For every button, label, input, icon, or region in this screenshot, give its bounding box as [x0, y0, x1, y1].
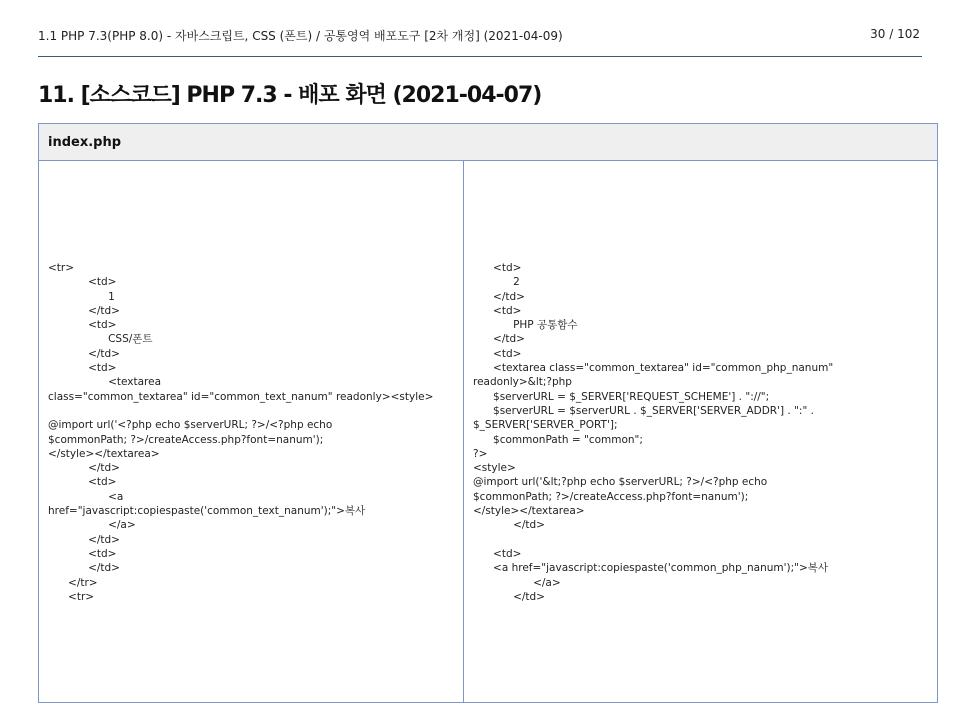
file-name: index.php: [39, 124, 937, 161]
code-column-left: [39, 161, 464, 702]
code-block-left: <tr> <td> 1 </td> <td> CSS/폰트 </td> <td> <textarea class="common_textarea" id="common_text_nanum" readonly><style> @import url('<?php echo $serverURL; ?>/<?php echo $commonPath; ?>/createAccess.php?font=nanum'); </style></textarea> </td> <td> <a href="javascript:copiespaste('common_text_nanum');">복사 </a> </td> <td> </td> </tr> <tr>: [48, 262, 434, 603]
page-number: 30 / 102: [870, 27, 920, 41]
document-header: [38, 24, 922, 57]
document-title: 1.1 PHP 7.3(PHP 8.0) - 자바스크립트, CSS (폰트) / 공통영역 배포도구 [2차 개정] (2021-04-09): [38, 29, 563, 43]
code-box: [38, 123, 938, 703]
section-title: 11. [소스코드] PHP 7.3 - 배포 화면 (2021-04-07): [38, 83, 542, 108]
code-block-right: <td> 2 </td> <td> PHP 공통함수 </td> <td> <textarea class="common_textarea" id="common_php_nanum" readonly>&lt;?php $serverURL = $_SERVER['REQUEST_SCHEME'] . "://"; $serverURL = $serverURL . $_SERVER['SERVER_ADDR'] . ":" . $_SERVER['SERVER_PORT']; $commonPath = "common"; ?> <style> @import url('&lt;?php echo $serverURL; ?>/<?php echo $commonPath; ?>/createAccess.php?font=nanum'); </style></textarea> </td> <td> <a href="javascript:copiespaste('common_php_nanum');">복사 </a> </td>: [473, 262, 834, 603]
code-column-right: [464, 161, 937, 702]
